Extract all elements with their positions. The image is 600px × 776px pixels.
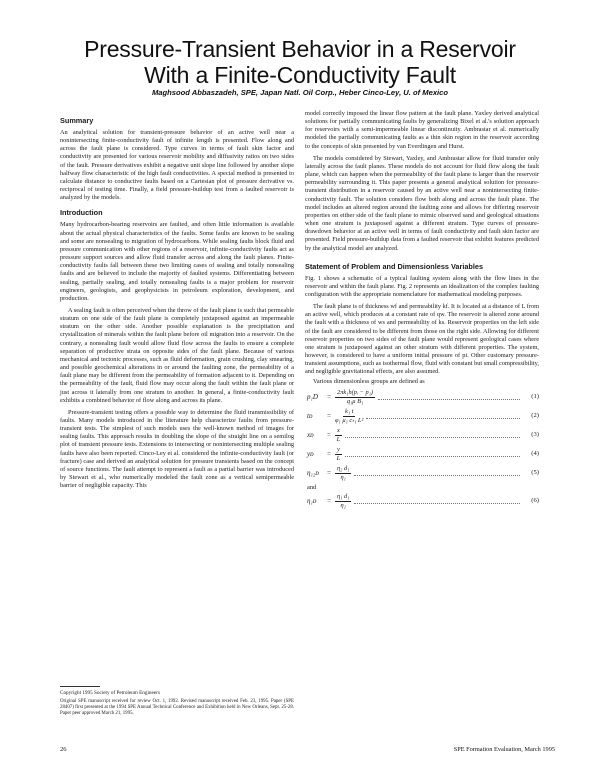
equals-sign: = (327, 431, 331, 440)
equation-numerator: y (337, 446, 340, 454)
equation-fraction (335, 408, 363, 424)
equation-4 (305, 445, 539, 464)
title-line-1: Pressure-Transient Behavior in a Reservoir (84, 36, 516, 62)
equation-5 (305, 464, 539, 483)
equation-and: and (307, 483, 317, 491)
dot-leader (378, 395, 520, 400)
equation-numerator: η₂ d₁ (337, 465, 350, 473)
equation-lhs: η₁₂ᴅ (307, 469, 319, 478)
footnote-rule (60, 686, 100, 687)
equation-denominator: η₁ (340, 473, 346, 481)
equation-number: (1) (531, 393, 539, 401)
equation-numerator: η₁ d₁ (337, 493, 350, 501)
equals-sign: = (327, 469, 331, 478)
equation-lhs: tᴅ (307, 412, 313, 421)
right-column (305, 110, 539, 511)
equation-2 (305, 407, 539, 426)
equals-sign: = (327, 497, 331, 506)
equation-lhs: η₁ᴅ (307, 497, 317, 506)
journal-citation: SPE Formation Evaluation, March 1995 (453, 746, 555, 753)
page-title (40, 36, 560, 88)
equals-sign: = (327, 450, 331, 459)
introduction-heading: Introduction (60, 208, 103, 218)
equation-denominator: φ₁ μ₁ cₜ₁ L² (335, 416, 364, 424)
equation-numerator: k₁ t (344, 408, 354, 416)
equation-3 (305, 426, 539, 445)
equation-fraction (335, 389, 375, 405)
dot-leader (345, 452, 520, 457)
equation-fraction (335, 446, 342, 462)
author-line: Maghsood Abbaszadeh, SPE, Japan Natl. Oil Corp., Heber Cinco-Ley, U. of Mexico (151, 88, 449, 97)
equation-lhs: yᴅ (307, 450, 314, 459)
dot-leader (366, 414, 520, 419)
equation-6 (305, 492, 539, 511)
dot-leader (354, 471, 520, 476)
equation-lhs: p₁D (307, 393, 318, 402)
introduction-paragraph-3: Pressure-transient testing offers a possible way to determine the fluid transmissibility of faults. Many models introduced in the literature help characterize faults from pressure-transient tests. The simplest of such models uses the well-known method of images for sealing faults. This approach results in doubling the slope of the straight line on a semilog plot of transient pressure tests. Extensions to intersecting or nonintersecting multiple sealing faults have also been reported. Cinco-Ley et al. considered the infinite-conductivity fault (or fracture) case and derived an analytical solution for pressure transients based on the concept of source functions. The fault attempt to represent a fault as a partial barrier was introduced by Stewart et al., who numerically modeled the fault zone as a vertical semipermeable barrier of negligible capacity. This (60, 408, 294, 490)
equation-fraction (335, 493, 351, 509)
equation-number: (4) (531, 450, 539, 458)
title-line-2: With a Finite-Conductivity Fault (144, 62, 456, 88)
equals-sign: = (327, 412, 331, 421)
equation-numerator: 2πk₁h(pᵢ − p₁) (337, 389, 374, 397)
dot-leader (354, 499, 520, 504)
page-number: 26 (60, 746, 67, 753)
summary-text: An analytical solution for transient-pressure behavior of an active well near a nonintersecting finite-conductivity fault of infinite length is presented. Flow along and across the fault plane is considered. Type curves in terms of fault skin factor and conductivity are presented for various reservoir mobility and diffusivity ratios on two sides of the fault. Pressure derivatives exhibit a negative unit slope line followed by another slope halfway flow characteristic of the high fault conductivities. A special method is presented to calculate distance to conductive faults based on a Cartesian plot of pressure derivative vs. reciprocal of testing time. Finally, a field pressure-buildup test from a faulted reservoir is analyzed by the models. (60, 129, 294, 202)
equation-denominator: η₂ (340, 501, 346, 509)
statement-heading: Statement of Problem and Dimensionless Variables (305, 261, 484, 271)
equations-intro: Various dimensionless groups are defined as (313, 377, 425, 385)
equation-denominator: L (336, 435, 341, 443)
equation-fraction (335, 465, 351, 481)
statement-paragraph-2: The fault plane is of thickness wf and permeability kf. It is located at a distance of L from an active well, which produces at a constant rate of qw. The reservoir is altered zone around the fault with a thickness of ws and permeability of ks. Reservoir properties on the left side of the fault are considered to be different from those on the right side. Allowing for different reservoir properties on two sides of the fault plane would represent geological cases where one stratum is juxtaposed against an other stratum with different properties. The system, however, is considered to have a uniform initial pressure of pi. Other customary pressure-transient assumptions, such as isothermal flow, fluid with constant but small compressibility, and negligible gravitational effects, are also assumed. (305, 303, 539, 376)
equation-fraction (335, 427, 342, 443)
equation-number: (3) (531, 431, 539, 439)
equation-list (305, 388, 539, 511)
right-paragraph-2: The models considered by Stewart, Yaxley, and Ambrastar allow for fluid transfer only laterally across the fault planes. These models do not account for fluid flow along the fault plane, which can happen when the permeability of the fault plane is larger than the reservoir permeability surrounding it. This paper presents a general analytical solution for pressure-transient distribution in a reservoir caused by an active well near a nonintersecting finite-conductivity fault. The solution considers flow both along and across the fault plane. The model includes an altered region around the faulting zone and allows for differing reservoir properties on either side of the fault plane to mimic observed sand and geological situations when one stratum is juxtaposed against a different stratum. Type curves of pressure-drawdown behavior at an active well in terms of fault conductivity and fault skin factor are presented. Field pressure-buildup data from a faulted reservoir that exhibit features predicted by the analytical model are analyzed. (305, 154, 539, 252)
right-paragraph-1: model correctly imposed the linear flow pattern at the fault plane. Yaxley derived analytical solutions for partially communicating faults by generalizing Bixel et al.'s solution approach for reservoirs with a semi-impermeable linear discontinuity. Ambrastar et al. numerically modeled the partially communicating faults as a thin skin region in the reservoir according to the concepts of skin presented by van Everdingen and Hurst. (305, 110, 539, 150)
equation-lhs: xᴅ (307, 431, 314, 440)
equation-number: (5) (531, 469, 539, 477)
equation-1 (305, 388, 539, 407)
equation-denominator: q₁μ B₁ (346, 397, 364, 405)
copyright-notice: Copyright 1995 Society of Petroleum Engineers (60, 690, 160, 696)
introduction-paragraph-2: A sealing fault is often perceived when the throw of the fault plane is such that permeable stratum on one side of the fault plane is completely juxtaposed against an impermeable stratum on the other side. Another possible explanation is the precipitation and crystallization of minerals within the fault plane before oil migration into a reservoir. On the contrary, a nonsealing fault would allow fluid flow across the faults to ensure a complete separation of productive strata on opposite sides of the fault plane. Because of various mechanical and tectonic processes, such as fluid deformation, grain crushing, clay smearing, and possible geochemical alterations in or around the faulting zone, the permeability of a fault plane may be different from the permeability of formation adjacent to it. Depending on the permeability of the fault, fluid flow may occur along the fault within the fault plane or just across it laterally from one stratum to another. In general, a finite-conductivity fault exhibits a combined behavior of flow along and across its plane. (60, 306, 294, 404)
equation-number: (6) (531, 497, 539, 505)
equals-sign: = (327, 393, 331, 402)
equation-numerator: x (337, 427, 340, 435)
statement-paragraph-1: Fig. 1 shows a schematic of a typical faulting system along with the flow lines in the reservoir and within the fault plane. Fig. 2 represents an idealization of the complex faulting configuration with the appropriate nomenclature for mathematical modeling purposes. (305, 274, 539, 298)
summary-heading: Summary (60, 116, 94, 125)
equation-number: (2) (531, 412, 539, 420)
introduction-paragraph-1: Many hydrocarbon-bearing reservoirs are faulted, and often little information is available about the actual physical characteristics of the faults. Some faults are known to be sealing and some are nonsealing to migration of hydrocarbons. While sealing faults block fluid and pressure communication with other regions of a reservoir, infinite-conductivity faults act as pressure support sources and allow fluid transfer across and along the fault planes. Finite-conductivity faults fall between these two limiting cases of sealing and totally nonsealing faults and are believed to include the majority of faulted systems. Differentiating between sealing, partially sealing, and totally nonsealing faults is a major problem for reservoir engineers, geologists, and geophysicists in petroleum exploration, development, and production. (60, 221, 294, 302)
dot-leader (345, 433, 520, 438)
equation-denominator: L (336, 454, 341, 462)
manuscript-footnote: Original SPE manuscript received for review Oct. 1, 1992. Revised manuscript received Feb. 23, 1995. Paper (SPE 28407) first presented at the 1994 SPE Annual Technical Conference and Exhibition held in New Orleans, Sept. 25-28. Paper peer approved March 21, 1995. (60, 699, 294, 717)
left-column (60, 116, 294, 490)
